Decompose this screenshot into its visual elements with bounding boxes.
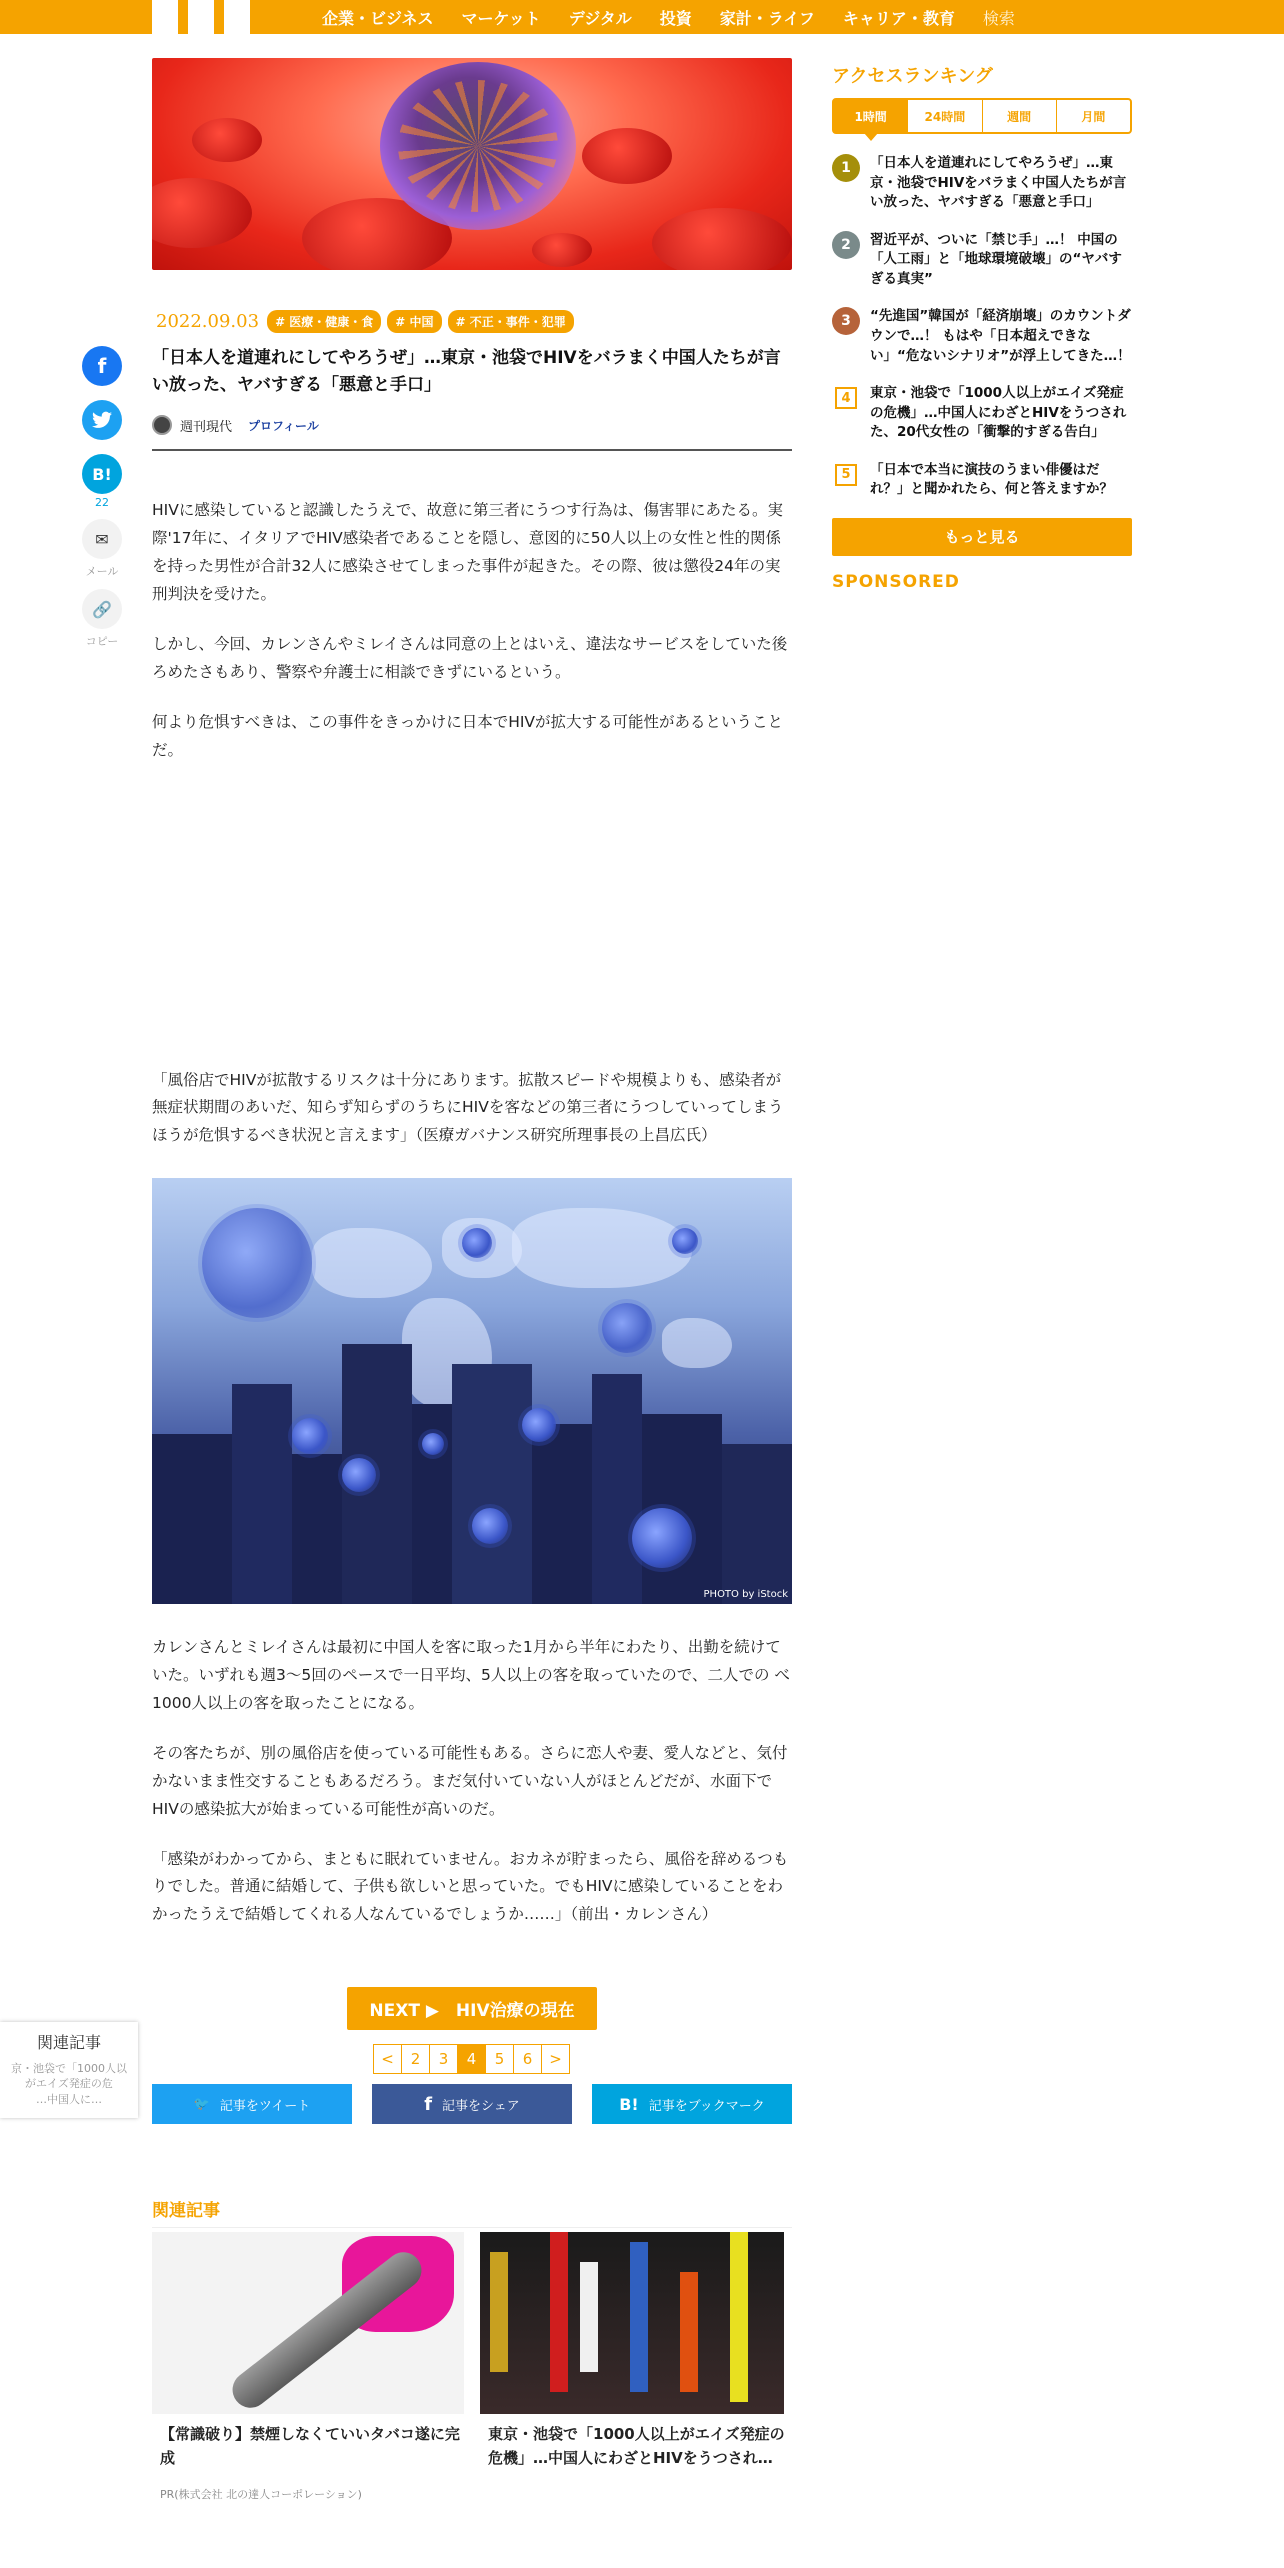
pager-page-2[interactable]: 2 — [401, 2044, 430, 2074]
rank-title[interactable]: 習近平が、ついに「禁じ手」…！ 中国の「人工雨」と「地球環境破壊」の“ヤバすぎる真実” — [870, 231, 1122, 287]
bookmark-label: 記事をブックマーク — [648, 2098, 765, 2114]
related-card[interactable] — [480, 2232, 792, 2502]
related-card-title[interactable]: 東京・池袋で「1000人以上がエイズ発症の危機」…中国人にわざとHIVをうつされ… — [488, 2425, 785, 2468]
profile-link[interactable]: プロフィール — [248, 418, 319, 433]
ranking-tabs — [832, 98, 1132, 134]
ranking-item[interactable] — [832, 384, 1132, 443]
ad-placeholder — [152, 765, 792, 1045]
nav-item-digital[interactable]: デジタル — [568, 8, 632, 28]
related-articles-heading: 関連記事 — [152, 2196, 792, 2228]
nav-item-life[interactable]: 家計・ライフ — [719, 8, 815, 28]
twitter-icon: 🐦 — [193, 2096, 210, 2112]
rank-number: 2 — [832, 231, 860, 259]
ranking-list — [832, 154, 1132, 500]
floating-related-heading: 関連記事 — [36, 2033, 101, 2052]
tweet-button[interactable] — [152, 2084, 352, 2124]
social-share-sidebar — [82, 346, 122, 649]
mail-icon[interactable]: ✉ — [82, 519, 122, 559]
facebook-share-label: 記事をシェア — [442, 2098, 520, 2114]
pager-page-6[interactable]: 6 — [513, 2044, 542, 2074]
sidebar — [832, 62, 1132, 592]
nav-item-investment[interactable]: 投資 — [659, 8, 692, 28]
ranking-item[interactable] — [832, 461, 1132, 500]
tab-week[interactable]: 週間 — [982, 100, 1056, 132]
rank-title[interactable]: 東京・池袋で「1000人以上がエイズ発症の危機」…中国人にわざとHIVをうつされた、20代女性の「衝撃的すぎる告白」 — [870, 385, 1127, 441]
copy-link-icon[interactable]: 🔗 — [82, 589, 122, 629]
tag-health[interactable]: # 医療・健康・食 — [267, 310, 381, 333]
rank-title[interactable]: “先進国”韓国が「経済崩壊」のカウントダウンで…！ もはや「日本超えできない」“危ないシナリオ”が浮上してきた…！ — [870, 308, 1131, 364]
tag-crime[interactable]: # 不正・事件・犯罪 — [448, 310, 574, 333]
article-paragraph: しかし、今回、カレンさんやミレイさんは同意の上とはいえ、違法なサービスをしていた後ろめたさもあり、警察や弁護士に相談できずにいるという。 — [152, 634, 788, 681]
floating-related-box[interactable] — [0, 2022, 138, 2118]
sponsored-heading: SPONSORED — [832, 571, 960, 592]
next-page-button[interactable]: NEXT ▶ HIV治療の現在 — [347, 1987, 596, 2030]
article-paragraph: HIVに感染していると認識したうえで、故意に第三者にうつす行為は、傷害罪にあたる。実際'17年に、イタリアでHIV感染者であることを隠し、意図的に50人以上の女性と性的関係を持った男性が合計32人に感染させてしまった事件が起きた。その際、彼は懲役24年の実刑判決を受けた。 — [152, 501, 784, 604]
rank-title[interactable]: 「日本で本当に演技のうまい俳優はだれ？」と聞かれたら、何と答えますか？ — [870, 461, 1113, 498]
article-meta — [152, 310, 792, 333]
mail-label: メール — [85, 565, 119, 578]
top-navigation-bar — [0, 0, 1284, 34]
ranking-item[interactable] — [832, 154, 1132, 213]
article-paragraph: 何より危惧すべきは、この事件をきっかけに日本でHIVが拡大する可能性があるということだ。 — [152, 712, 784, 759]
rank-number: 5 — [835, 464, 857, 486]
article-main — [152, 58, 792, 2502]
author-name[interactable]: 週刊現代 — [180, 419, 233, 435]
author-avatar — [152, 415, 172, 435]
facebook-share-button[interactable] — [372, 2084, 572, 2124]
article-paragraph: カレンさんとミレイさんは最初に中国人を客に取った1月から半年にわたり、出勤を続けていた。いずれも週3～5回のペースで一日平均、5人以上の客を取っていたので、二人での べ1000人以上の客を取ったことになる。 — [152, 1638, 790, 1712]
tag-china[interactable]: # 中国 — [387, 310, 441, 333]
hatena-bookmark-icon[interactable]: B! — [82, 454, 122, 494]
hatena-bookmark-button[interactable] — [592, 2084, 792, 2124]
article-paragraph: 「感染がわかってから、まともに眠れていません。おカネが貯まったら、風俗を辞めるつもりでした。普通に結婚して、子供も欲しいと思っていた。でもHIVに感染していることをわかったうえで結婚してくれる人なんているでしょうか……」（前出・カレンさん） — [152, 1849, 789, 1924]
ranking-item[interactable] — [832, 231, 1132, 290]
nav-item-market[interactable]: マーケット — [461, 8, 541, 28]
hatena-count: 22 — [95, 496, 109, 509]
site-logo[interactable] — [152, 0, 250, 34]
related-card-image — [480, 2232, 784, 2414]
main-nav — [322, 0, 1015, 34]
nav-item-business[interactable]: 企業・ビジネス — [322, 8, 434, 28]
floating-related-text: 京・池袋で「1000人以 がエイズ発症の危 …中国人に… — [11, 2062, 127, 2106]
more-ranking-button[interactable]: もっと見る — [832, 518, 1132, 556]
pagination — [152, 2044, 792, 2074]
hatena-icon: B! — [619, 2094, 639, 2114]
article-title: 「日本人を道連れにしてやろうぜ」…東京・池袋でHIVをバラまく中国人たちが言い放った、ヤバすぎる「悪意と手口」 — [152, 348, 781, 396]
tab-24hours[interactable]: 24時間 — [907, 100, 981, 132]
related-card-title[interactable]: 【常識破り】禁煙しなくていいタバコ遂に完成 — [160, 2425, 460, 2468]
tab-1hour[interactable]: 1時間 — [834, 100, 907, 132]
facebook-icon: f — [424, 2093, 433, 2115]
related-card-image — [152, 2232, 464, 2414]
byline — [152, 415, 792, 435]
article-date: 2022.09.03 — [156, 311, 260, 332]
nav-item-career[interactable]: キャリア・教育 — [842, 8, 955, 28]
copy-label: コピー — [85, 635, 119, 648]
ranking-item[interactable] — [832, 307, 1132, 366]
pager-prev[interactable]: < — [373, 2044, 402, 2074]
ranking-heading: アクセスランキング — [832, 66, 993, 87]
tweet-label: 記事をツイート — [219, 2098, 311, 2114]
rank-number: 4 — [835, 387, 857, 409]
facebook-share-icon[interactable]: f — [82, 346, 122, 386]
pager-next[interactable]: > — [541, 2044, 570, 2074]
rank-number: 3 — [832, 307, 860, 335]
pager-page-5[interactable]: 5 — [485, 2044, 514, 2074]
article-paragraph: その客たちが、別の風俗店を使っている可能性もある。さらに恋人や妻、愛人などと、気付かないまま性交することもあるだろう。まだ気付いていない人がほとんどだが、水面下でHIVの感染拡大が始まっている可能性が高いのだ。 — [152, 1743, 788, 1818]
rank-number: 1 — [832, 154, 860, 182]
related-articles — [152, 2232, 792, 2502]
tab-month[interactable]: 月間 — [1056, 100, 1130, 132]
share-bar — [152, 2084, 792, 2124]
article-paragraph: 「風俗店でHIVが拡散するリスクは十分にあります。拡散スピードや規模よりも、感染者が無症状期間のあいだ、知らず知らずのうちにHIVを客などの第三者にうつしていってしまうほうが危惧するべき状況と言えます」（医療ガバナンス研究所理事長の上昌広氏） — [152, 1070, 784, 1145]
pager-page-4[interactable]: 4 — [457, 2044, 486, 2074]
twitter-share-icon[interactable] — [82, 400, 122, 440]
nav-search-link[interactable]: 検索 — [982, 8, 1015, 28]
hero-image — [152, 58, 792, 270]
related-card-sponsor: PR(株式会社 北の達人コーポレーション) — [160, 2488, 362, 2502]
rank-title[interactable]: 「日本人を道連れにしてやろうぜ」…東京・池袋でHIVをバラまく中国人たちが言い放った、ヤバすぎる「悪意と手口」 — [870, 155, 1127, 211]
related-card[interactable] — [152, 2232, 464, 2502]
article-photo — [152, 1178, 792, 1604]
pager-page-3[interactable]: 3 — [429, 2044, 458, 2074]
divider — [152, 449, 792, 451]
photo-credit: PHOTO by iStock — [703, 1589, 788, 1601]
